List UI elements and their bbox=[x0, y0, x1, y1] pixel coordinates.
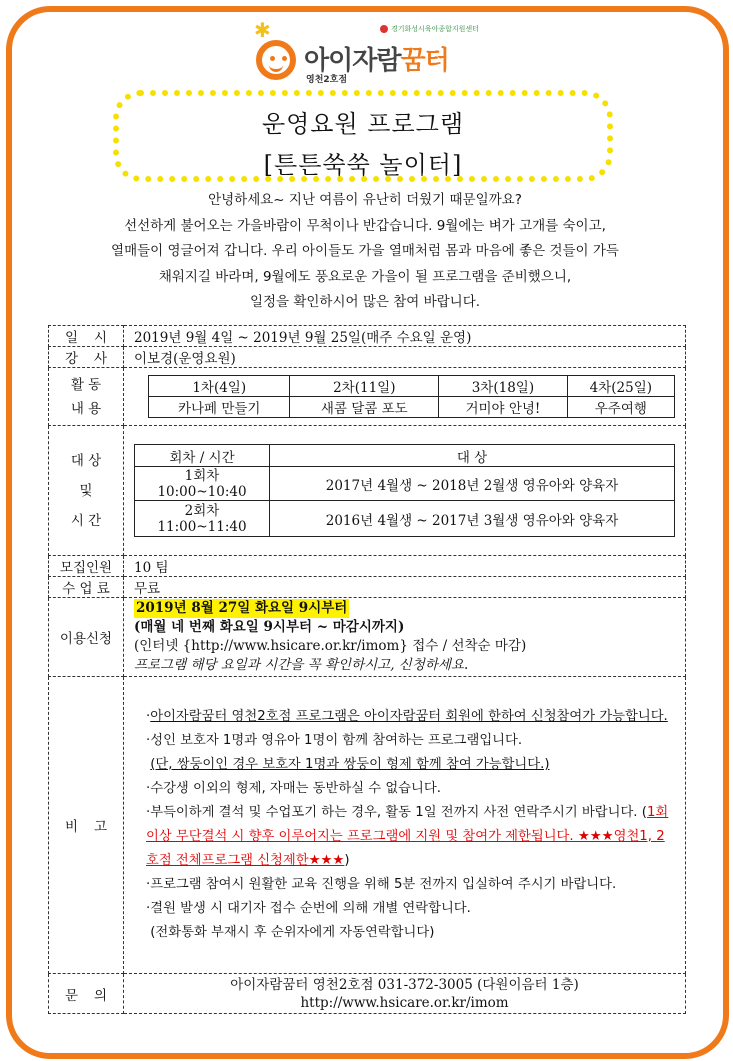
activity-label: 활 동 내 용 bbox=[49, 368, 124, 426]
center-name: 경기화성시육아종합지원센터 bbox=[380, 24, 479, 34]
intro-line: 선선하게 불어오는 가을바람이 무척이나 반갑습니다. 9월에는 벼가 고개를 숙이고, bbox=[124, 217, 606, 234]
session-row bbox=[135, 501, 675, 537]
target-header-session: 회차 / 시간 bbox=[135, 445, 270, 467]
fee-value: 무료 bbox=[124, 577, 686, 598]
row-date bbox=[49, 326, 686, 347]
row-notes bbox=[49, 677, 686, 974]
intro-line: 열매들이 영글어져 갑니다. 우리 아이들도 가을 열매처럼 몸과 마음에 좋은 것들이 가득 bbox=[111, 243, 619, 259]
title-line2: [튼튼쑥쑥 놀이터] bbox=[263, 151, 463, 179]
intro-line: 채워지길 바라며, 9월에도 풍요로운 가을이 될 프로그램을 준비했으니, bbox=[158, 268, 572, 285]
note-item: · 아이자람꿈터 영천2호점 프로그램은 아이자람꿈터 회원에 한하여 신청참여가 가능합니다. bbox=[146, 705, 675, 729]
row-recruit bbox=[49, 556, 686, 577]
notes-label: 비 고 bbox=[49, 677, 124, 974]
notes-list bbox=[138, 705, 675, 945]
activity-item-3: 거미야 안녕! bbox=[439, 397, 568, 418]
target-header-target: 대 상 bbox=[270, 445, 675, 467]
session-time: 10:00~10:40 bbox=[157, 483, 247, 500]
session-name: 2회차 bbox=[184, 502, 220, 519]
row-target bbox=[49, 426, 686, 556]
activity-header-1: 1차(4일) bbox=[149, 376, 290, 397]
apply-period: (매월 네 번째 화요일 9시부터 ~ 마감시까지) bbox=[134, 619, 405, 635]
activity-item-4: 우주여행 bbox=[567, 397, 674, 418]
apply-notice: 프로그램 해당 요일과 시간을 꼭 확인하시고, 신청하세요. bbox=[134, 657, 469, 673]
target-table bbox=[134, 444, 675, 537]
teacher-label: 강 사 bbox=[49, 347, 124, 368]
smile-face-icon bbox=[256, 40, 296, 80]
recruit-value: 10 팀 bbox=[124, 556, 686, 577]
activity-header-3: 3차(18일) bbox=[439, 376, 568, 397]
activity-header-4: 4차(25일) bbox=[567, 376, 674, 397]
target-label: 대 상 및 시 간 bbox=[49, 426, 124, 556]
row-fee bbox=[49, 577, 686, 598]
activity-item-1: 카나페 만들기 bbox=[149, 397, 290, 418]
activity-item-2: 새콤 달콤 포도 bbox=[290, 397, 439, 418]
activity-header-2: 2차(11일) bbox=[290, 376, 439, 397]
apply-label: 이용신청 bbox=[49, 598, 124, 677]
contact-info: 아이자람꿈터 영천2호점 031-372-3005 (다원이음터 1층) bbox=[230, 976, 579, 993]
note-item: · 수강생 이외의 형제, 자매는 동반하실 수 없습니다. bbox=[146, 777, 675, 801]
logo-branch: 영천2호점 bbox=[306, 75, 348, 85]
activity-table bbox=[148, 375, 675, 418]
note-item: · 부득이하게 결석 및 수업포기 하는 경우, 활동 1일 전까지 사전 연락주시기 바랍니다. (1회 이상 무단결석 시 향후 이루어지는 프로그램에 지원 및 참여가 제한됩니다. ★★★영천1, 2호점 전체프로그램 신청제한★★★) bbox=[146, 801, 675, 873]
row-activity bbox=[49, 368, 686, 426]
logo-name: 아이자람꿈터 bbox=[304, 46, 449, 76]
contact-url[interactable]: http://www.hsicare.or.kr/imom bbox=[300, 994, 509, 1011]
fee-label: 수 업 료 bbox=[49, 577, 124, 598]
star-icon: ✱ bbox=[254, 18, 271, 42]
intro-line: 안녕하세요~ 지난 여름이 유난히 더웠기 때문일까요? bbox=[208, 192, 522, 208]
session-target: 2017년 4월생 ~ 2018년 2월생 영유아와 양육자 bbox=[270, 467, 675, 501]
title-line1: 운영요원 프로그램 bbox=[261, 110, 465, 138]
note-item: · 결원 발생 시 대기자 접수 순번에 의해 개별 연락합니다. (전화통화 부재시 후 순위자에게 자동연락합니다) bbox=[146, 897, 675, 945]
recruit-label: 모집인원 bbox=[49, 556, 124, 577]
date-label: 일 시 bbox=[49, 326, 124, 347]
info-table bbox=[48, 325, 686, 1014]
session-row bbox=[135, 467, 675, 501]
contact-label: 문 의 bbox=[49, 974, 124, 1014]
date-value: 2019년 9월 4일 ~ 2019년 9월 25일(매주 수요일 운영) bbox=[124, 326, 686, 347]
apply-date: 2019년 8월 27일 화요일 9시부터 bbox=[136, 600, 348, 616]
teacher-value: 이보경(운영요원) bbox=[124, 347, 686, 368]
session-name: 1회차 bbox=[184, 467, 220, 484]
intro-line: 일정을 확인하시어 많은 참여 바랍니다. bbox=[249, 294, 481, 310]
title-box bbox=[113, 90, 613, 182]
apply-link[interactable]: (인터넷 {http://www.hsicare.or.kr/imom} 접수 / 선착순 마감) bbox=[134, 638, 527, 654]
row-contact bbox=[49, 974, 686, 1014]
session-target: 2016년 4월생 ~ 2017년 3월생 영유아와 양육자 bbox=[270, 501, 675, 537]
note-item: · 프로그램 참여시 원활한 교육 진행을 위해 5분 전까지 입실하여 주시기 바랍니다. bbox=[146, 873, 675, 897]
warning-text: 1회 이상 무단결석 시 향후 이루어지는 프로그램에 지원 및 참여가 제한됩니다. ★★★영천1, 2호점 전체프로그램 신청제한★★★ bbox=[146, 805, 669, 868]
session-time: 11:00~11:40 bbox=[157, 518, 247, 535]
row-teacher bbox=[49, 347, 686, 368]
row-apply bbox=[49, 598, 686, 677]
intro-text bbox=[40, 188, 690, 316]
logo bbox=[248, 18, 498, 84]
note-item: · 성인 보호자 1명과 영유아 1명이 함께 참여하는 프로그램입니다. (단, 쌍둥이인 경우 보호자 1명과 쌍둥이 형제 함께 참여 가능합니다.) bbox=[146, 729, 675, 777]
